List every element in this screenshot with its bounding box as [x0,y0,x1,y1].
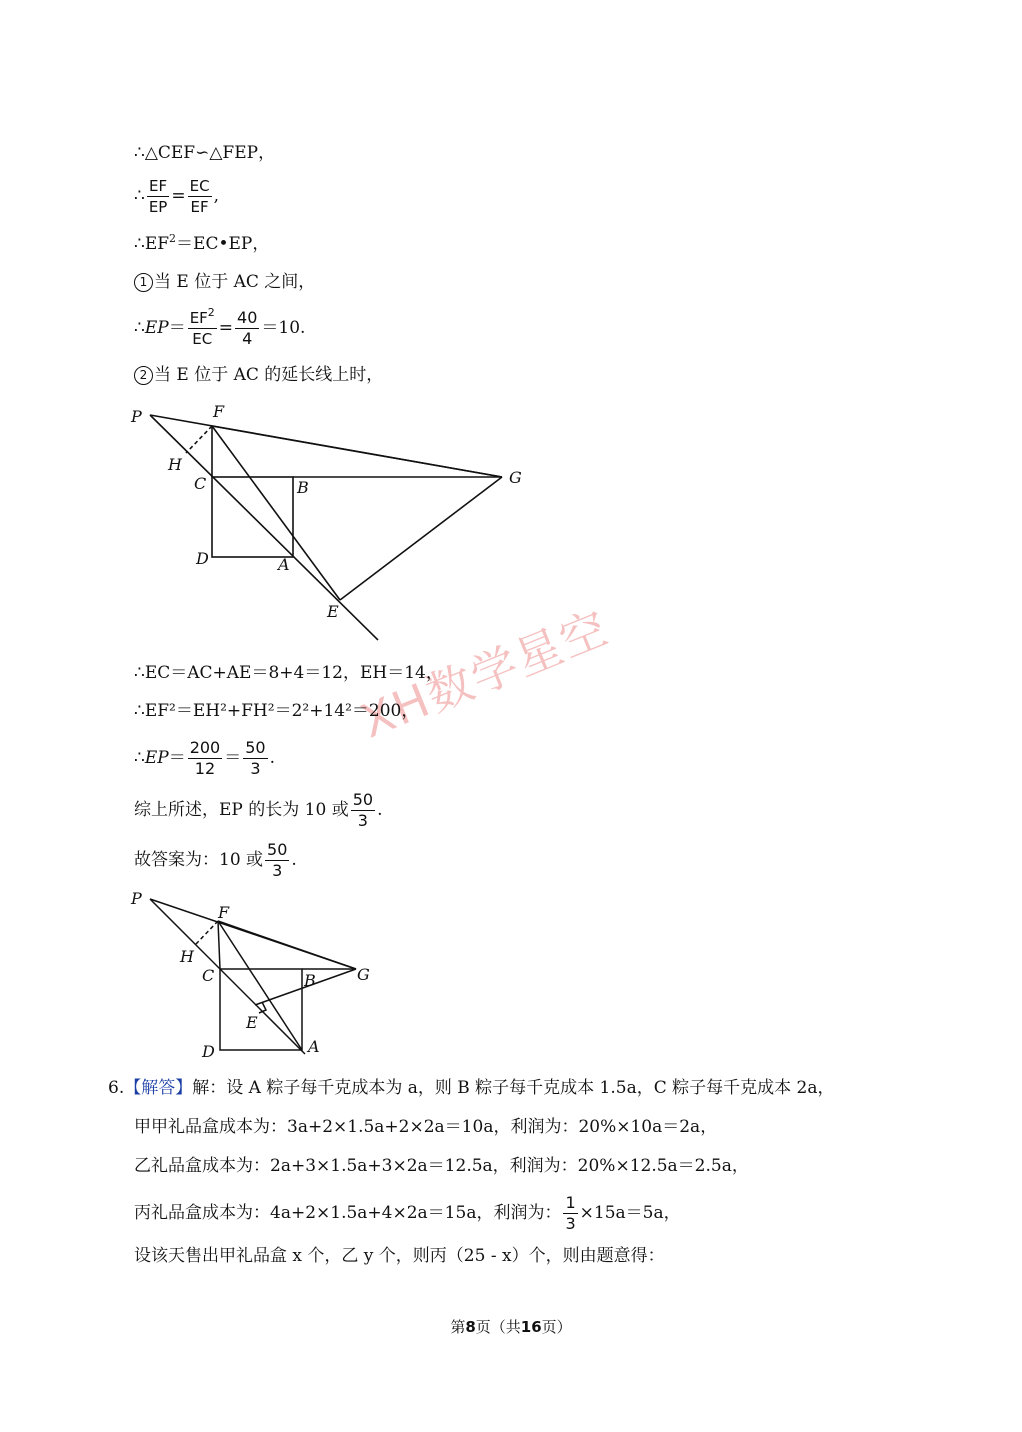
page-footer [0,1316,1022,1337]
footer-page: 8 [465,1318,476,1336]
line4-num: 1 [565,1193,576,1212]
case-2-text: 当 E 位于 AC 的延长线上时， [154,365,384,385]
geometry-figure-2 [120,885,380,1065]
dashed-fh [186,426,212,453]
label-p: P [131,407,142,426]
segment-ge [340,477,502,600]
segment-pa-2 [150,899,305,1054]
problem-6-line-1 [108,1080,835,1097]
footer-prefix: 第 [450,1318,466,1336]
ef-squared-b: ＝EC•EP， [176,234,270,254]
footer-suffix: 页） [541,1318,572,1336]
ratio-d2: EF [190,198,209,216]
problem-6-line-3: 乙礼品盒成本为：2a+3×1.5a+3×2a＝12.5a，利润为：20%×12.5a＝2.5a， [134,1156,749,1176]
dashed-fh-2 [196,921,218,944]
ep-case1-line: ∴EP＝ $\frac{EF^2}{EC}$ = $\frac{40}{4}$ ＝10. [134,306,306,348]
case-1-text: 当 E 位于 AC 之间， [154,272,316,292]
answer-num: 50 [267,840,288,859]
summary-line: 综上所述，EP 的长为 10 或 $\frac{50}{3}$ . [134,790,383,830]
answer-tag: 【解答】 [124,1078,193,1098]
ep2-d1: 12 [194,759,216,778]
label-a: A [278,555,290,574]
geometry-figure-1 [120,398,540,648]
label-p-2: P [131,889,142,908]
problem-6-line-2: 甲甲礼品盒成本为：3a+2×1.5a+2×2a＝10a，利润为：20%×10a＝2a， [134,1117,718,1137]
summary-den: 3 [357,811,368,830]
label-c-2: C [202,966,215,985]
ef-line: ∴EF²＝EH²+FH²＝2²+14²＝200， [134,701,419,721]
segment-fg-2 [218,921,356,969]
answer-den: 3 [272,861,283,880]
label-b: B [297,478,309,497]
ep1-sup: 2 [207,306,215,319]
ep-case2-line: ∴EP＝ $\frac{200}{12}$ ＝ $\frac{50}{3}$ . [134,738,275,778]
segment-fg [212,426,502,477]
case-1-number: 1 [134,273,153,292]
ef-squared-a: ∴EF [134,234,170,254]
segment-fc-2 [218,921,220,969]
ep1-result: ＝10. [261,318,306,338]
ef-squared-line: $\therefore EF^2=EC•EP$， [134,232,270,254]
label-h: H [168,455,182,474]
label-f-2: F [218,903,230,922]
ep2-n2: 50 [245,738,266,757]
segment-fa-2 [218,921,302,1050]
watermark: XH数学星空 [353,600,617,749]
line4-den: 3 [565,1214,576,1233]
label-a-2: A [308,1037,320,1056]
summary-text: 综上所述，EP 的长为 10 或 [134,800,349,820]
ep2-n1: 200 [189,738,221,757]
label-f: F [213,402,225,421]
problem-6-text-1: 解：设 A 粽子每千克成本为 a，则 B 粽子每千克成本 1.5a，C 粽子每千克成本 2a， [192,1078,835,1098]
ratio-n2: EC [189,177,210,195]
ep2-d2: 3 [250,759,261,778]
ratio-line: ∴ $\frac{EF}{EP}$ = $\frac{EC}{EF}$ , [134,177,219,216]
answer-text: 故答案为：10 或 [134,850,264,870]
ep1-n1: EF [189,309,208,327]
label-e-2: E [246,1013,258,1032]
label-d-2: D [202,1042,215,1061]
segment-fe [212,426,340,600]
ep1-n2: 40 [237,308,258,327]
answer-line: 故答案为：10 或 $\frac{50}{3}$ . [134,840,297,880]
label-g-2: G [357,965,370,984]
ratio-n1: EF [147,176,170,197]
problem-6-line-4 [134,1193,681,1234]
problem-number: 6. [108,1078,125,1098]
summary-num: 50 [352,790,374,809]
similar-triangles-line: ∴△CEF∽△FEP， [134,143,276,163]
label-c: C [194,474,207,493]
label-d: D [196,549,209,568]
ep1-d1: EC [192,330,213,348]
footer-total: 16 [520,1318,542,1336]
problem-6-text-4b: ×15a＝5a， [579,1203,681,1223]
label-e: E [327,602,339,621]
problem-6-text-4a: 丙礼品盒成本为：4a+2×1.5a+4×2a＝15a，利润为： [134,1203,562,1223]
ratio-d1: EP [148,198,168,216]
footer-mid: 页（共 [475,1318,521,1336]
label-h-2: H [180,947,194,966]
problem-6-line-5: 设该天售出甲礼品盒 x 个，乙 y 个，则丙（25 - x）个，则由题意得： [134,1246,665,1266]
label-g: G [509,468,522,487]
case-2-line [134,366,383,385]
case-1-line [134,273,315,292]
ep1-d2: 4 [242,329,253,348]
case-2-number: 2 [134,366,153,385]
label-b-2: B [304,971,316,990]
ec-line: ∴EC＝AC+AE＝8+4＝12，EH＝14， [134,663,443,683]
